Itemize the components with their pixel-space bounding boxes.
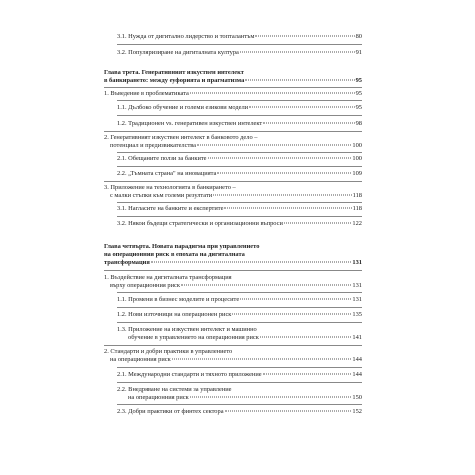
toc-page-number: 118 — [352, 192, 362, 199]
dot-leader — [181, 285, 351, 286]
toc-entry — [117, 296, 362, 304]
toc-page-number: 131 — [352, 296, 362, 303]
toc-entry-title: 1.1. Дълбоко обучение и големи езикови модели — [117, 104, 249, 111]
toc-page-number: 80 — [355, 33, 362, 40]
dot-leader — [263, 123, 354, 124]
toc-entry-title: трансформация — [104, 259, 150, 266]
toc-entry — [117, 170, 362, 178]
toc-entry-title: с малки стъпки към големи резултати — [110, 192, 213, 199]
toc-page-number: 135 — [352, 311, 362, 318]
toc-chapter-entry — [104, 69, 362, 85]
toc-entry-title: в банкирането: между еуфорията и прагматизма — [104, 77, 245, 84]
toc-entry-title: 3.1. Нужда от дигитално лидерство и топталантъм — [117, 33, 255, 40]
entry-separator — [117, 115, 362, 116]
entry-separator — [117, 100, 362, 101]
dot-leader — [208, 158, 352, 159]
entry-separator — [117, 166, 362, 167]
toc-entry-title: на операционния риск — [128, 394, 189, 401]
dot-leader — [151, 262, 352, 263]
entry-separator — [117, 382, 362, 383]
toc-entry-title: 2.3. Добри практики от финтех сектора — [117, 408, 224, 415]
toc-entry-title: 1.2. Нови източници на операционен риск — [117, 311, 232, 318]
toc-entry-title-line: Глава трета. Генеративният изкуствен интелект — [104, 69, 244, 76]
toc-page-number: 109 — [352, 170, 362, 177]
entry-separator — [104, 131, 362, 132]
entry-separator — [117, 367, 362, 368]
toc-entry — [117, 220, 362, 228]
toc-page-number: 100 — [352, 142, 362, 149]
dot-leader — [217, 173, 351, 174]
toc-page-number: 95 — [355, 104, 362, 111]
dot-leader — [213, 195, 351, 196]
toc-entry-title: потенциал и предизвикателства — [110, 142, 197, 149]
toc-entry-title-line: 2.2. Внедряване на системи за управление — [117, 386, 232, 393]
toc-entry-title: 1.1. Промени в бизнес моделите и процесите — [117, 296, 240, 303]
toc-entry — [117, 49, 362, 57]
toc-entry-title: на операционния риск — [110, 356, 171, 363]
dot-leader — [197, 145, 351, 146]
toc-entry-title: обучение в управлението на операционния риск — [128, 334, 259, 341]
toc-page-number: 144 — [352, 371, 362, 378]
dot-leader — [190, 397, 352, 398]
toc-entry — [117, 155, 362, 163]
toc-page-number: 118 — [352, 205, 362, 212]
entry-separator — [104, 270, 362, 271]
toc-entry-title: 1. Въведение в проблематиката — [104, 90, 189, 97]
toc-page-number: 98 — [355, 120, 362, 127]
toc-entry — [117, 326, 362, 342]
toc-page-number: 91 — [355, 49, 362, 56]
toc-chapter-entry — [104, 243, 362, 267]
toc-entry — [117, 311, 362, 319]
toc-entry — [117, 33, 362, 41]
toc-page-number: 95 — [355, 77, 362, 84]
toc-entry-title: 2.1. Обещаните ползи за банките — [117, 155, 207, 162]
toc-entry — [104, 348, 362, 364]
toc-entry — [117, 408, 362, 416]
toc-entry — [104, 184, 362, 200]
toc-page-number: 131 — [352, 282, 362, 289]
entry-separator — [117, 202, 362, 203]
toc-page-number: 122 — [352, 220, 362, 227]
toc-page-number: 141 — [352, 334, 362, 341]
toc-entry-title: върху операционния риск — [110, 282, 180, 289]
entry-separator — [117, 404, 362, 405]
entry-separator — [117, 322, 362, 323]
toc-entry-title-line: Глава четвърта. Новата парадигма при управлението — [104, 243, 260, 250]
entry-separator — [117, 152, 362, 153]
toc-page-number: 100 — [352, 155, 362, 162]
dot-leader — [224, 208, 351, 209]
toc-entry — [104, 134, 362, 150]
toc-entry-title: 3.1. Нагласите на банките и експертите — [117, 205, 224, 212]
toc-page-number: 152 — [352, 408, 362, 415]
toc-entry-title-line: 2. Генеративният изкуствен интелект в банковото дело – — [104, 134, 258, 141]
toc-entry — [117, 371, 362, 379]
toc-entry — [104, 274, 362, 290]
toc-entry-title: 3.2. Популяризиране на дигиталната култура — [117, 49, 239, 56]
toc-page-number: 150 — [352, 394, 362, 401]
toc-entry-title-line: 1.3. Приложение на изкуствен интелект и машинно — [117, 326, 257, 333]
dot-leader — [240, 299, 351, 300]
toc-entry-title-line: 1. Въздействие на дигиталната трансформация — [104, 274, 232, 281]
entry-separator — [104, 181, 362, 182]
entry-separator — [117, 292, 362, 293]
dot-leader — [172, 359, 352, 360]
toc-entry — [104, 90, 362, 98]
dot-leader — [255, 36, 354, 37]
dot-leader — [240, 52, 355, 53]
toc-entry — [117, 386, 362, 402]
toc-entry — [117, 120, 362, 128]
toc-entry — [117, 205, 362, 213]
toc-entry-title: 2.1. Международни стандарти и тяхното приложение — [117, 371, 262, 378]
entry-separator — [104, 87, 362, 88]
entry-separator — [117, 44, 362, 45]
toc-page-number: 144 — [352, 356, 362, 363]
toc-entry-title-line: 2. Стандарти и добри практики в управлението — [104, 348, 233, 355]
toc-entry-title: 2.2. „Тъмната страна" на иновацията — [117, 170, 217, 177]
entry-separator — [104, 345, 362, 346]
toc-entry-title: 1.2. Традиционен vs. генеративен изкуствен интелект — [117, 120, 263, 127]
dot-leader — [232, 314, 351, 315]
dot-leader — [245, 80, 354, 81]
toc-page-number: 131 — [352, 259, 362, 266]
toc-entry-title-line: на операционния риск в епохата на дигиталната — [104, 251, 245, 258]
entry-separator — [117, 307, 362, 308]
dot-leader — [284, 223, 351, 224]
toc-entry — [117, 104, 362, 112]
toc-entry-title: 3.2. Някои бъдещи стратегически и организационни въпроси — [117, 220, 283, 227]
dot-leader — [260, 337, 352, 338]
dot-leader — [263, 374, 352, 375]
toc-entry-title-line: 3. Приложение на технологията в банкирането – — [104, 184, 236, 191]
dot-leader — [249, 107, 355, 108]
dot-leader — [225, 411, 352, 412]
dot-leader — [190, 93, 355, 94]
toc-page-number: 95 — [355, 90, 362, 97]
entry-separator — [117, 216, 362, 217]
